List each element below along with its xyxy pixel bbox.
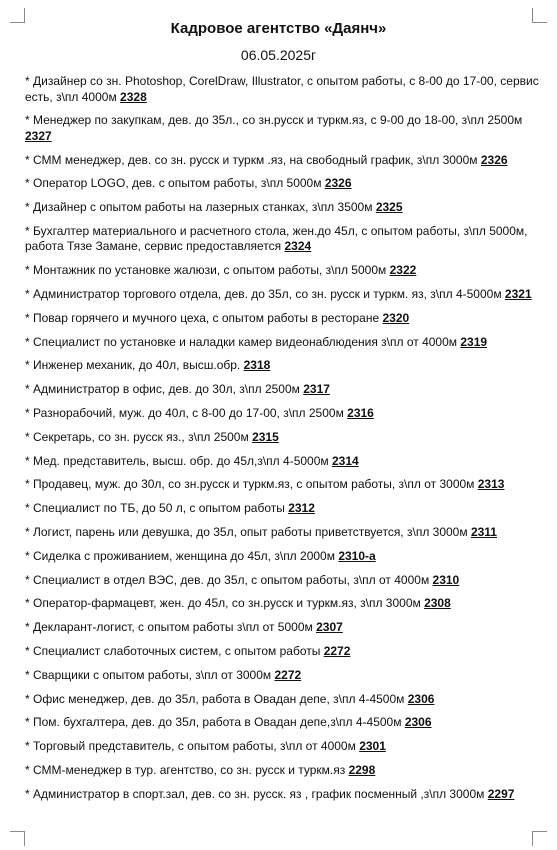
- vacancy-text: * Торговый представитель, с опытом работы, з\пл от 4000м: [25, 739, 360, 754]
- vacancy-item: [25, 668, 540, 684]
- vacancy-code[interactable]: 2315: [252, 429, 279, 444]
- vacancy-text: * Оператор LOGO, дев. с опытом работы, з\пл 5000м: [25, 176, 325, 191]
- vacancy-item: [25, 525, 540, 541]
- vacancy-item: [25, 382, 540, 398]
- vacancy-text: * Специалист слаботочных систем, с опытом работы: [25, 644, 324, 659]
- vacancy-code[interactable]: 2311: [470, 525, 497, 540]
- vacancy-code[interactable]: 2301: [359, 739, 386, 754]
- vacancy-item: [25, 74, 540, 105]
- vacancy-text: * Администратор торгового отдела, дев. до 35л, со зн. русск и туркм. яз, з\пл 4-5000м: [25, 287, 505, 302]
- vacancy-item: [25, 311, 540, 327]
- vacancy-text: * Монтажник по установке жалюзи, с опытом работы, з\пл 5000м: [25, 263, 390, 278]
- vacancy-text: * Оператор-фармацевт, жен. до 45л, со зн.русск и туркм.яз, з\пл 3000м: [25, 596, 425, 611]
- vacancy-item: [25, 406, 540, 422]
- vacancy-code[interactable]: 2313: [477, 477, 505, 492]
- vacancy-code[interactable]: 2297: [487, 786, 515, 801]
- page-corner-mark-bottom-left: [10, 831, 25, 846]
- vacancy-text: * Инженер механик, до 40л, высш.обр.: [25, 358, 244, 373]
- vacancy-text: * СММ менеджер, дев. со зн. русск и туркм .яз, на свободный график, з\пл 3000м: [25, 152, 481, 167]
- vacancy-text: * Бухгалтер материального и расчетного стола, жен.до 45л, с опытом работы, з\пл 5000м, работа Тязе Замане, сервис предоставляется: [25, 223, 528, 254]
- vacancy-code[interactable]: 2298: [348, 763, 376, 778]
- vacancy-code[interactable]: 2325: [375, 200, 403, 215]
- vacancy-item: [25, 787, 540, 803]
- vacancy-code[interactable]: 2320: [382, 310, 410, 325]
- vacancy-code[interactable]: 2307: [316, 620, 343, 635]
- vacancy-text: * Дизайнер с опытом работы на лазерных станках, з\пл 3500м: [25, 200, 376, 215]
- vacancy-text: * Специалист по установке и наладки камер видеонаблюдения з\пл от 4000м: [25, 334, 461, 349]
- vacancy-text: * Декларант-логист, с опытом работы з\пл от 5000м: [25, 620, 317, 635]
- vacancy-text: * Продавец, муж. до 30л, со зн.русск и туркм.яз, с опытом работы, з\пл от 3000м: [25, 477, 478, 492]
- vacancy-item: [25, 430, 540, 446]
- vacancy-item: [25, 549, 540, 565]
- vacancy-text: * Дизайнер со зн. Photoshop, CorelDraw, Illustrator, с опытом работы, с 8-00 до 17-00, сервис есть, з\пл 4000м: [25, 74, 539, 104]
- vacancy-item: [25, 287, 540, 303]
- vacancy-item: [25, 763, 540, 779]
- vacancy-code[interactable]: 2326: [480, 152, 508, 167]
- vacancy-text: * Администратор в офис, дев. до 30л, з\пл 2500м: [25, 382, 304, 397]
- vacancy-item: [25, 501, 540, 517]
- vacancy-text: * Специалист в отдел ВЭС, дев. до 35л, с опытом работы, з\пл от 4000м: [25, 572, 433, 587]
- vacancy-text: * Пом. бухгалтера, дев. до 35л, работа в Овадан депе,з\пл 4-4500м: [25, 715, 405, 730]
- vacancy-code[interactable]: 2272: [274, 667, 302, 682]
- vacancy-item: [25, 153, 540, 169]
- vacancy-code[interactable]: 2321: [504, 287, 532, 302]
- vacancy-item: [25, 573, 540, 589]
- vacancy-item: [25, 644, 540, 660]
- vacancy-text: * Повар горячего и мучного цеха, с опытом работы в ресторане: [25, 310, 383, 325]
- vacancy-code[interactable]: 2310: [432, 572, 460, 587]
- vacancy-code[interactable]: 2319: [460, 334, 488, 349]
- vacancy-code[interactable]: 2272: [323, 644, 351, 659]
- vacancy-item: [25, 454, 540, 470]
- vacancy-text: * Менеджер по закупкам, дев. до 35л., со зн.русск и туркм.яз, с 9-00 до 18-00, з\пл 2500м: [25, 113, 523, 128]
- vacancy-code[interactable]: 2327: [25, 128, 52, 143]
- vacancy-text: * Сиделка с проживанием, женщина до 45л, з\пл 2000м: [25, 548, 339, 563]
- vacancy-code[interactable]: 2326: [324, 176, 352, 191]
- vacancy-text: * Разнорабочий, муж. до 40л, с 8-00 до 17-00, з\пл 2500м: [25, 406, 348, 421]
- vacancy-text: * Сварщики с опытом работы, з\пл от 3000м: [25, 667, 275, 682]
- vacancy-item: [25, 358, 540, 374]
- vacancy-code[interactable]: 2324: [284, 239, 312, 254]
- vacancy-item: [25, 620, 540, 636]
- vacancy-code[interactable]: 2314: [331, 453, 359, 468]
- vacancy-item: [25, 113, 540, 144]
- vacancy-code[interactable]: 2306: [404, 715, 432, 730]
- vacancy-item: [25, 335, 540, 351]
- vacancy-text: * Администратор в спорт.зал, дев. со зн. русск. яз , график посменный ,з\пл 3000м: [25, 786, 488, 801]
- vacancy-item: [25, 715, 540, 731]
- vacancy-item: [25, 477, 540, 493]
- vacancy-code[interactable]: 2317: [303, 382, 330, 397]
- document-title: Кадровое агентство «Даянч»: [170, 20, 387, 37]
- vacancy-text: * Специалист по ТБ, до 50 л, с опытом работы: [25, 501, 289, 516]
- vacancy-text: * СММ-менеджер в тур. агентство, со зн. русск и туркм.яз: [25, 763, 349, 778]
- vacancy-list: [25, 74, 540, 811]
- vacancy-code[interactable]: 2306: [407, 691, 435, 706]
- vacancy-code[interactable]: 2328: [120, 89, 147, 104]
- vacancy-text: * Мед. представитель, высш. обр. до 45л,з\пл 4-5000м: [25, 453, 332, 468]
- vacancy-code[interactable]: 2316: [347, 406, 374, 421]
- vacancy-code[interactable]: 2312: [288, 501, 315, 516]
- vacancy-code[interactable]: 2322: [389, 263, 417, 278]
- vacancy-item: [25, 596, 540, 612]
- vacancy-item: [25, 739, 540, 755]
- document-date: 06.05.2025г: [240, 47, 317, 63]
- vacancy-code[interactable]: 2308: [424, 596, 451, 611]
- vacancy-text: * Секретарь, со зн. русск яз., з\пл 2500м: [25, 429, 253, 444]
- vacancy-text: * Офис менеджер, дев. до 35л, работа в Овадан депе, з\пл 4-4500м: [25, 691, 408, 706]
- vacancy-code[interactable]: 2310-а: [338, 548, 376, 563]
- page-corner-mark-bottom-right: [532, 831, 547, 846]
- vacancy-item: [25, 263, 540, 279]
- vacancy-item: [25, 200, 540, 216]
- vacancy-item: [25, 176, 540, 192]
- vacancy-item: [25, 224, 540, 255]
- vacancy-code[interactable]: 2318: [243, 358, 271, 373]
- vacancy-text: * Логист, парень или девушка, до 35л, опыт работы приветствуется, з\пл 3000м: [25, 525, 471, 540]
- vacancy-item: [25, 692, 540, 708]
